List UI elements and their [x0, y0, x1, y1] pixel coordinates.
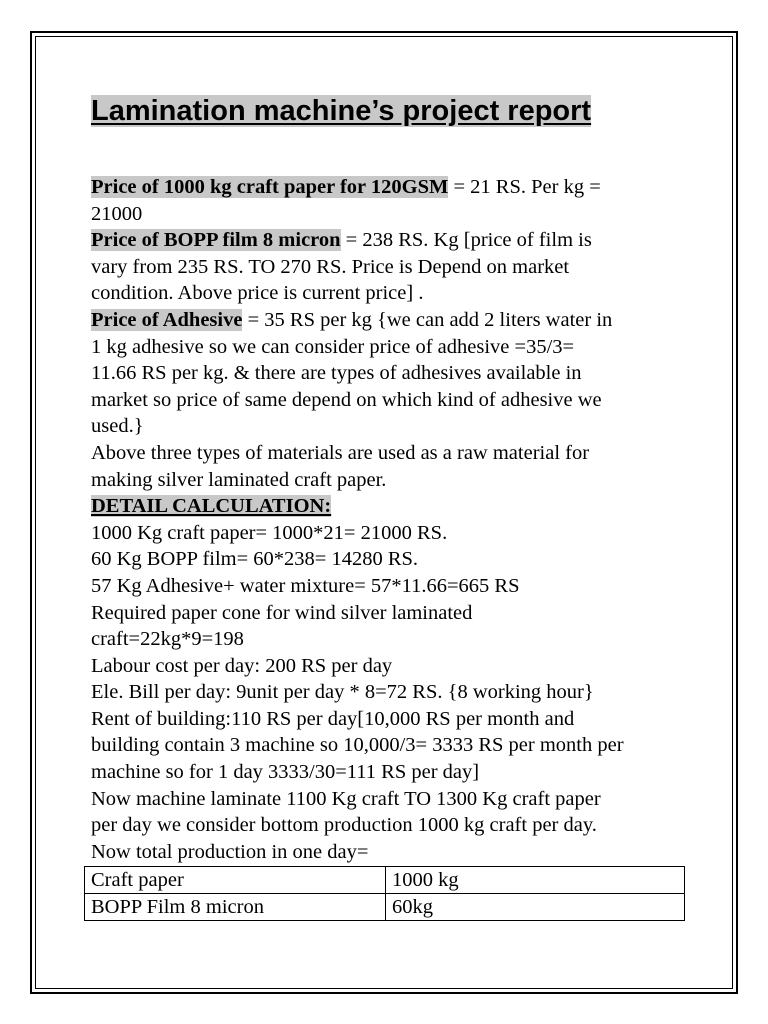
detail-line: building contain 3 machine so 10,000/3= 3333 RS per month per [91, 734, 624, 757]
detail-line: machine so for 1 day 3333/30=111 RS per day] [91, 761, 480, 784]
film-price-line2: vary from 235 RS. TO 270 RS. Price is Depend on market [91, 255, 570, 278]
adhesive-price-line3: 11.66 RS per kg. & there are types of adhesives available in [91, 362, 582, 385]
table-cell-qty: 60kg [386, 894, 685, 921]
film-price-line3: condition. Above price is current price] . [91, 282, 424, 305]
adhesive-price-line5: used.} [91, 415, 144, 438]
paper-price-line2: 21000 [91, 202, 143, 225]
detail-line: Rent of building:110 RS per day[10,000 RS per month and [91, 707, 575, 730]
production-table [84, 866, 685, 921]
title-text: Lamination machine’s project report [91, 95, 592, 127]
paper-price-text: = 21 RS. Per kg = [448, 176, 601, 198]
paper-price-label: Price of 1000 kg craft paper for 120GSM [91, 176, 449, 198]
film-price-line1 [91, 227, 691, 254]
detail-line: Labour cost per day: 200 RS per day [91, 654, 393, 677]
detail-line: Ele. Bill per day: 9unit per day * 8=72 RS. {8 working hour} [91, 681, 594, 704]
document-title [91, 92, 691, 130]
detail-line: Now machine laminate 1100 Kg craft TO 1300 Kg craft paper [91, 787, 601, 810]
raw-material-line2: making silver laminated craft paper. [91, 468, 387, 491]
table-row [85, 867, 685, 894]
table-cell-item: BOPP Film 8 micron [85, 894, 386, 921]
adhesive-price-text: = 35 RS per kg {we can add 2 liters water in [242, 308, 613, 331]
detail-heading [91, 493, 691, 520]
adhesive-price-label: Price of Adhesive [91, 308, 243, 331]
detail-line: 57 Kg Adhesive+ water mixture= 57*11.66=665 RS [91, 574, 520, 597]
table-row [85, 894, 685, 921]
document-body [91, 92, 691, 865]
paper-price-line1 [91, 174, 691, 201]
detail-line: Now total production in one day= [91, 840, 369, 863]
table-cell-qty: 1000 kg [386, 867, 685, 894]
adhesive-price-line1 [91, 307, 691, 334]
table-cell-item: Craft paper [85, 867, 386, 894]
raw-material-line1: Above three types of materials are used as a raw material for [91, 441, 590, 464]
film-price-text: = 238 RS. Kg [price of film is [340, 229, 592, 252]
adhesive-price-line4: market so price of same depend on which kind of adhesive we [91, 388, 602, 411]
detail-line: craft=22kg*9=198 [91, 628, 244, 651]
detail-line: 1000 Kg craft paper= 1000*21= 21000 RS. [91, 521, 448, 544]
film-price-label: Price of BOPP film 8 micron [91, 229, 341, 252]
detail-line: per day we consider bottom production 1000 kg craft per day. [91, 814, 597, 837]
detail-line: Required paper cone for wind silver laminated [91, 601, 473, 624]
detail-line: 60 Kg BOPP film= 60*238= 14280 RS. [91, 548, 419, 571]
adhesive-price-line2: 1 kg adhesive so we can consider price of adhesive =35/3= [91, 335, 575, 358]
detail-heading-text: DETAIL CALCULATION: [91, 495, 332, 518]
